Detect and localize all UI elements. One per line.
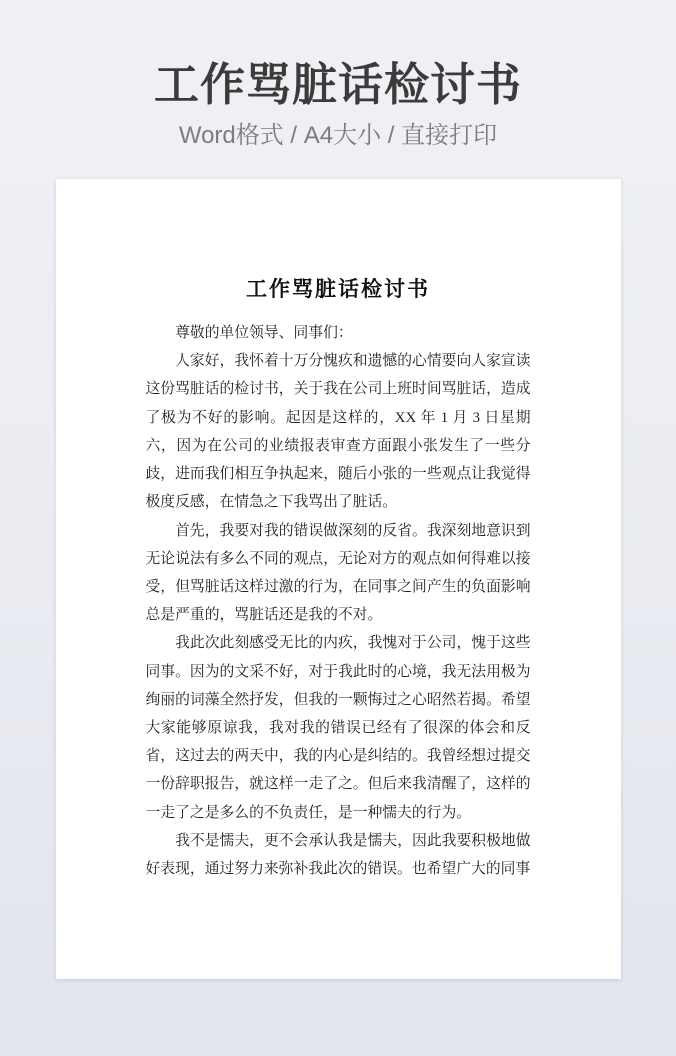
salutation: 尊敬的单位领导、同事们： [175,325,353,342]
paragraph: 我不是懦夫，更不会承认我是懦夫，因此我要积极地做好表现，通过努力来弥补我此次的错误。也希望广大的同事 [145,832,531,877]
paragraph: 我此次此刻感受无比的内疚，我愧对于公司，愧于这些同事。因为的文采不好，对于我此时的心境，我无法用极为绚丽的词藻全然抒发，但我的一颗悔过之心昭然若揭。希望大家能够原谅我，我对我的错误已经有了很深的体会和反省，这过去的两天中，我的内心是纠结的。我曾经想过提交一份辞职报告，就这样一走了之。但后来我清醒了，这样的一走了之是多么的不负责任，是一种懦夫的行为。 [145,635,531,821]
template-header [0,0,676,151]
document-page-preview [56,179,621,979]
document-title: 工作骂脏话检讨书 [246,277,430,302]
paragraph: 首先，我要对我的错误做深刻的反省。我深刻地意识到无论说法有多么不同的观点，无论对方的观点如何得难以接受，但骂脏话这样过激的行为，在同事之间产生的负面影响总是严重的，骂脏话还是我的不对。 [145,522,531,624]
document-body [146,319,531,883]
paragraph: 人家好，我怀着十万分愧疚和遗憾的心情要向人家宣读这份骂脏话的检讨书，关于我在公司上班时间骂脏话，造成了极为不好的影响。起因是这样的，XX 年 1 月 3 日星期六，因为在公司的业绩报表审查方面跟小张发生了一些分歧，进而我们相互争执起来，随后小张的一些观点让我觉得极度反感，在情急之下我骂出了脏话。 [145,353,531,511]
page-title: 工作骂脏话检讨书 [153,59,522,110]
page-subtitle: Word格式 / A4大小 / 直接打印 [178,121,498,149]
